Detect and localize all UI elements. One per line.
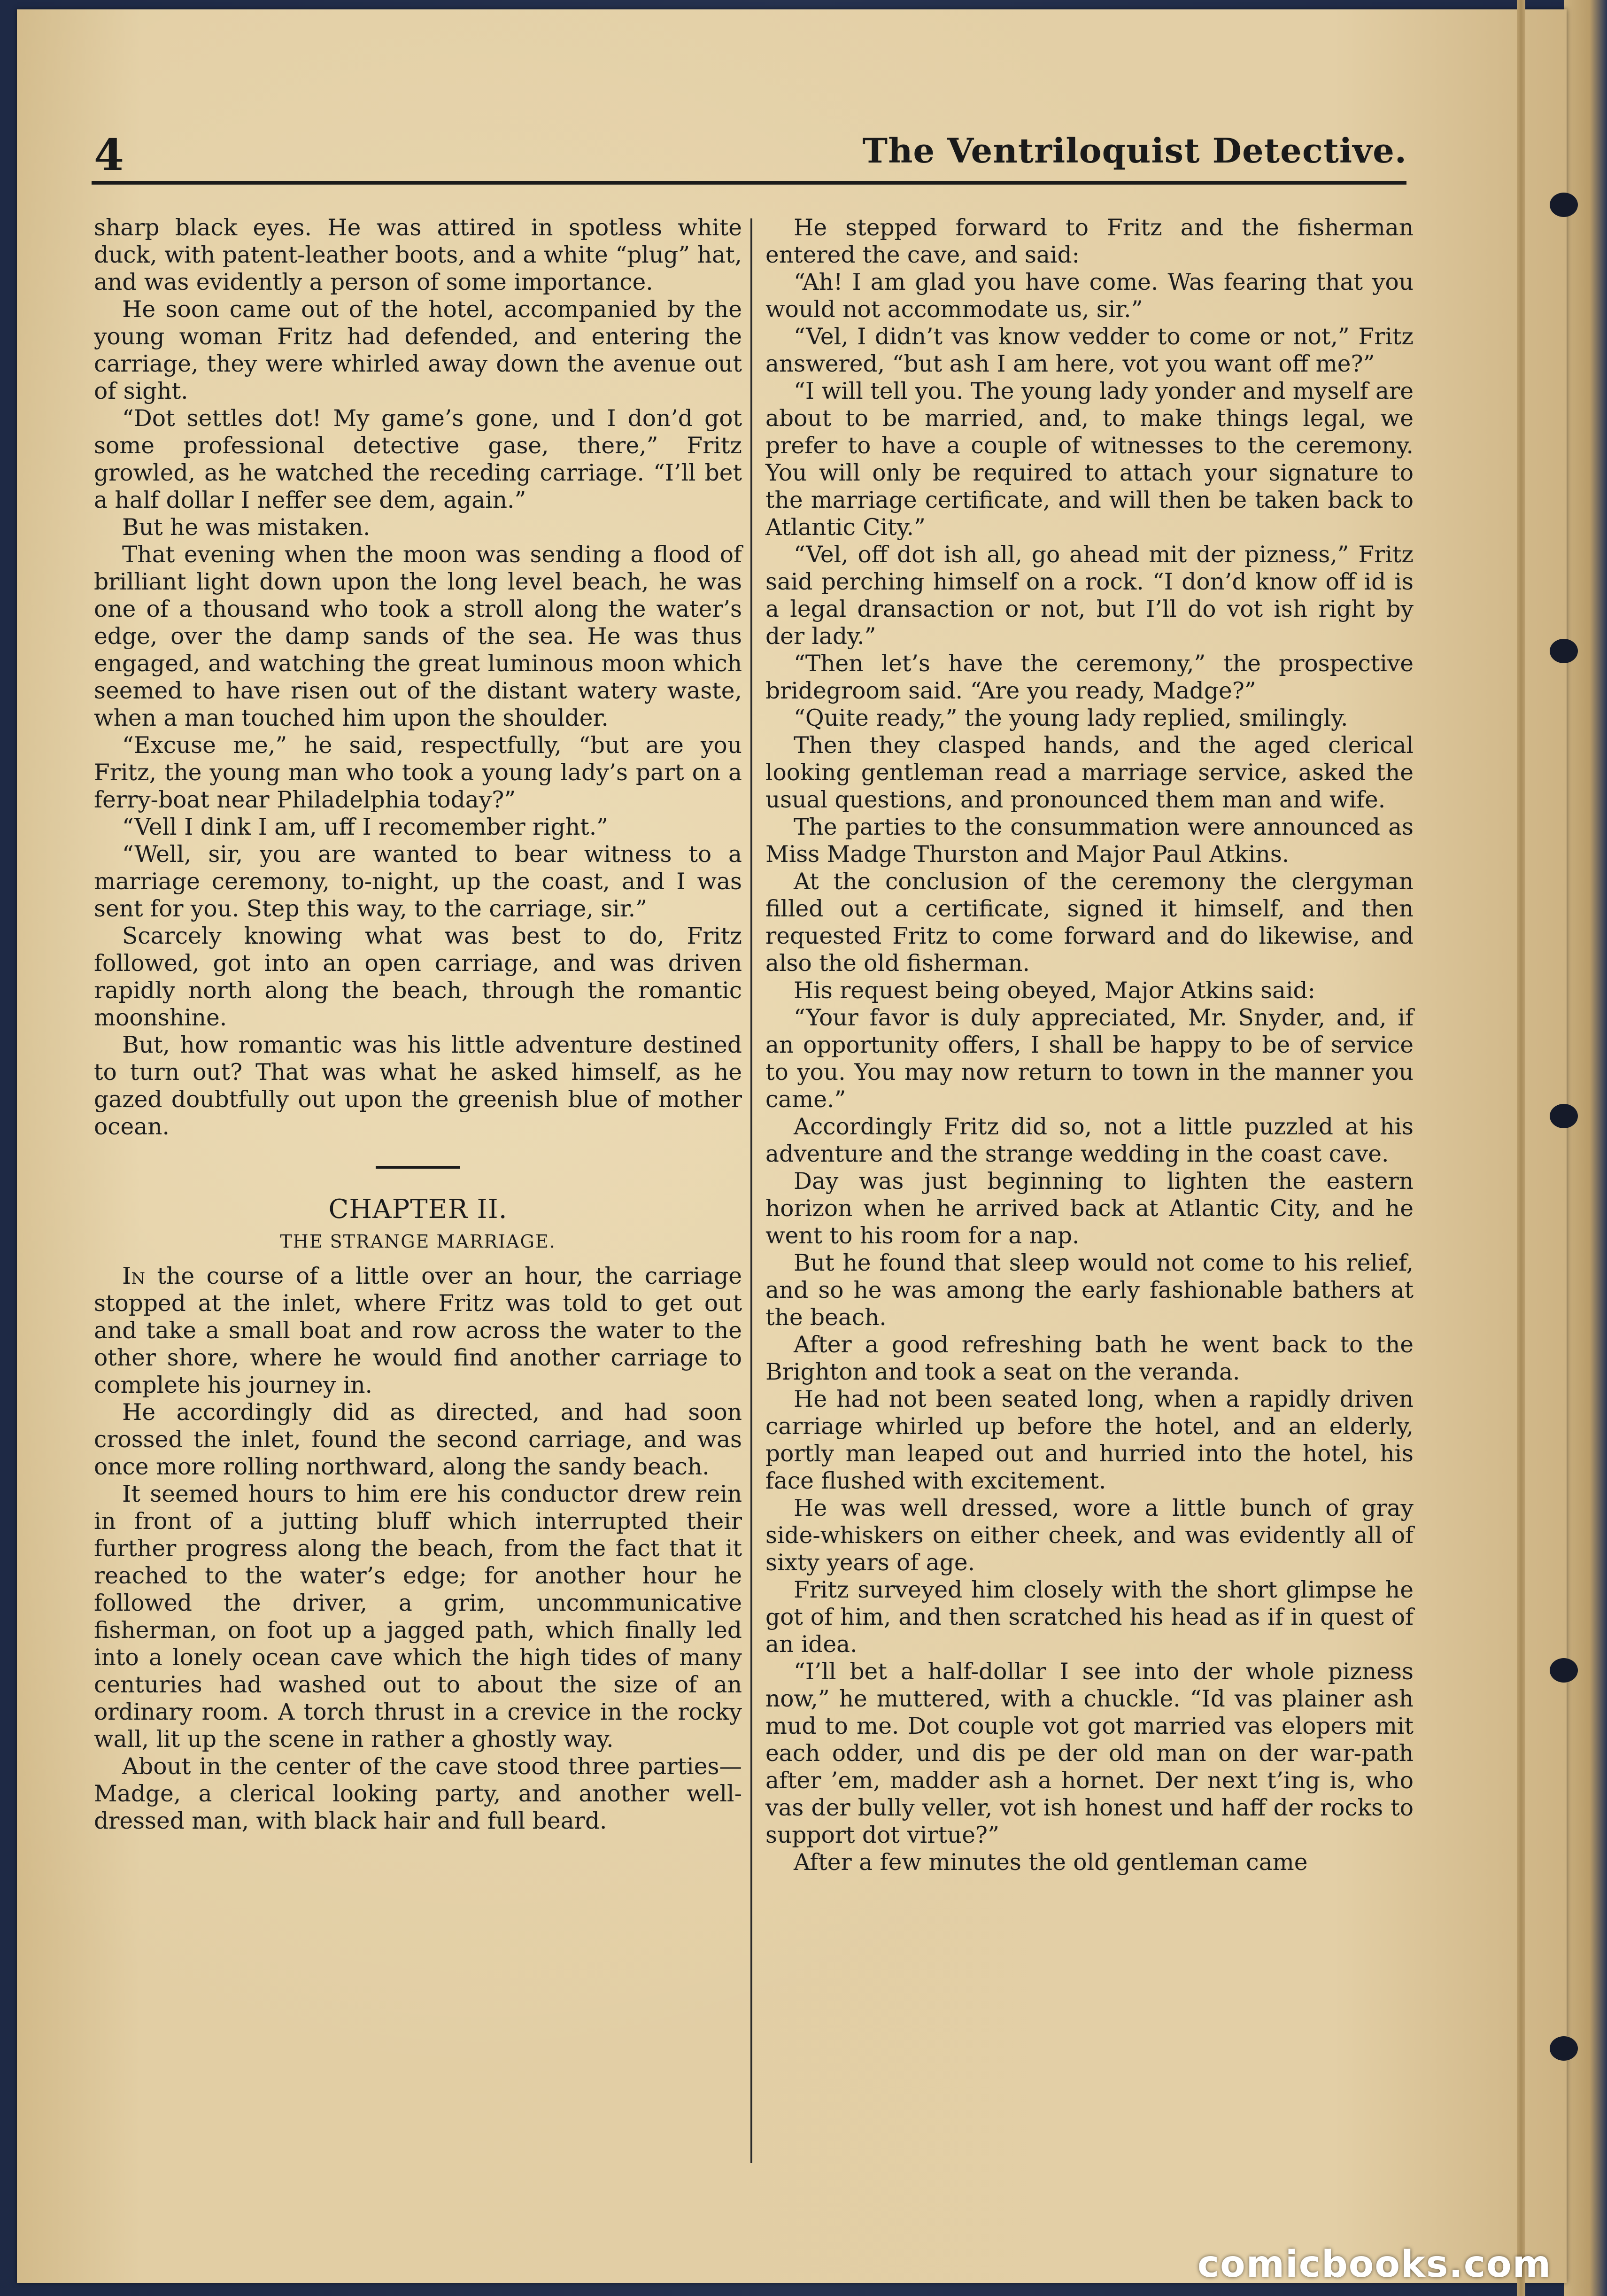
paragraph: He had not been seated long, when a rapidly driven carriage whirled up before the hotel, and an elderly, portly man leaped out and hurried into the hotel, his face flushed with excitement. (765, 1386, 1414, 1494)
paragraph: Scarcely knowing what was best to do, Fritz followed, got into an open carriage, and was driven rapidly north along the beach, through the romantic moonshine. (94, 923, 742, 1031)
paragraph: “Vel, I didn’t vas know vedder to come or not,” Fritz answered, “but ash I am here, vot you want off me?” (765, 324, 1414, 377)
paragraph: But, how romantic was his little adventure destined to turn out? That was what he asked himself, as he gazed doubtfully out upon the greenish blue of mother ocean. (94, 1032, 742, 1140)
paragraph: It seemed hours to him ere his conductor drew rein in front of a jutting bluff which interrupted their further progress along the beach, from the fact that it reached to the water’s edge; for another hour he followed the driver, a grim, uncommunicative fisherman, on foot up a jagged path, which finally led into a lonely ocean cave which the high tides of many centuries had washed out to about the size of an ordinary room. A torch thrust in a crevice in the rocky wall, lit up the scene in rather a ghostly way. (94, 1481, 742, 1753)
paragraph: “I will tell you. The young lady yonder and myself are about to be married, and, to make things legal, we prefer to have a couple of witnesses to the ceremony. You will only be required to attach your signature to the marriage certificate, and will then be taken back to Atlantic City.” (765, 378, 1414, 541)
paragraph: He soon came out of the hotel, accompanied by the young woman Fritz had defended, and entering the carriage, they were whirled away down the avenue out of sight. (94, 296, 742, 404)
chapter-separator (376, 1166, 460, 1169)
page-number: 4 (94, 130, 124, 180)
paragraph: “Vel, off dot ish all, go ahead mit der pizness,” Fritz said perching himself on a rock. “I don’d know off id is a legal dransaction or not, but I’ll do vot ish right by der lady.” (765, 542, 1414, 650)
right-column (765, 214, 1414, 1876)
page-header (83, 117, 1407, 183)
adjacent-page-edge (1564, 0, 1607, 2296)
paragraph: “Excuse me,” he said, respectfully, “but are you Fritz, the young man who took a young lady’s part on a ferry-boat near Philadelphia today?” (94, 732, 742, 813)
paragraph: That evening when the moon was sending a flood of brilliant light down upon the long level beach, he was one of a thousand who took a stroll along the water’s edge, over the damp sands of the sea. He was thus engaged, and watching the great luminous moon which seemed to have risen out of the distant watery waste, when a man touched him upon the shoulder. (94, 542, 742, 731)
paragraph: “Quite ready,” the young lady replied, smilingly. (794, 705, 1348, 731)
chapter-opening-paragraph (94, 1263, 742, 1399)
paragraph: “Ah! I am glad you have come. Was fearing that you would not accommodate us, sir.” (765, 269, 1414, 323)
paragraph: He stepped forward to Fritz and the fisherman entered the cave, and said: (765, 215, 1414, 268)
paragraph: “I’ll bet a half-dollar I see into der whole pizness now,” he muttered, with a chuckle. “Id vas plainer ash mud to me. Dot couple vot got married vas elopers mit each odder, und dis pe der old man on der war-path after ’em, madder ash a hornet. Der next t’ing is, who vas der bully veller, vot ish honest und haff der rocks to support dot virtue?” (765, 1659, 1414, 1848)
binding-hole (1550, 1104, 1578, 1128)
paragraph: At the conclusion of the ceremony the clergyman filled out a certificate, signed it himself, and then requested Fritz to come forward and do likewise, and also the old fisherman. (765, 869, 1414, 977)
chapter-opening-text: the course of a little over an hour, the carriage stopped at the inlet, where Fritz was told to get out and take a small boat and row across the water to the other shore, where he would find another carriage to complete his journey in. (94, 1263, 742, 1398)
paragraph: Day was just beginning to lighten the eastern horizon when he arrived back at Atlantic City, and he went to his room for a nap. (765, 1168, 1414, 1249)
paragraph: Fritz surveyed him closely with the short glimpse he got of him, and then scratched his head as if in quest of an idea. (765, 1577, 1414, 1658)
binding-hole (1550, 1658, 1578, 1683)
chapter-subtitle: THE STRANGE MARRIAGE. (280, 1231, 556, 1252)
paragraph: After a good refreshing bath he went back to the Brighton and took a seat on the veranda. (765, 1332, 1414, 1385)
paragraph: After a few minutes the old gentleman came (794, 1849, 1308, 1876)
paragraph: But he was mistaken. (122, 514, 371, 541)
paragraph: “Vell I dink I am, uff I recomember right.” (122, 814, 608, 840)
paragraph: Accordingly Fritz did so, not a little puzzled at his adventure and the strange wedding in the coast cave. (765, 1114, 1414, 1167)
paragraph: sharp black eyes. He was attired in spotless white duck, with patent-leather boots, and a white “plug” hat, and was evidently a person of some importance. (94, 215, 742, 295)
binding-hole (1550, 193, 1578, 217)
site-watermark: comicbooks.com (1197, 2243, 1552, 2286)
paragraph: He was well dressed, wore a little bunch of gray side-whiskers on either cheek, and was evidently all of sixty years of age. (765, 1495, 1414, 1576)
column-divider (750, 218, 752, 2163)
chapter-dropcap: In (122, 1263, 145, 1289)
page-spine (1517, 0, 1525, 2296)
paragraph: “Well, sir, you are wanted to bear witness to a marriage ceremony, to-night, up the coast, and I was sent for you. Step this way, to the carriage, sir.” (94, 841, 742, 922)
paragraph: He accordingly did as directed, and had soon crossed the inlet, found the second carriage, and was once more rolling northward, along the sandy beach. (94, 1399, 742, 1480)
paragraph: “Dot settles dot! My game’s gone, und I don’d got some professional detective gase, there,” Fritz growled, as he watched the receding carriage. “I’ll bet a half dollar I neffer see dem, again.” (94, 405, 742, 513)
left-column (94, 214, 742, 1835)
paragraph: “Your favor is duly appreciated, Mr. Snyder, and, if an opportunity offers, I shall be happy to be of service to you. You may now return to town in the manner you came.” (765, 1005, 1414, 1113)
paragraph: Then they clasped hands, and the aged clerical looking gentleman read a marriage service, asked the usual questions, and pronounced them man and wife. (765, 732, 1414, 813)
running-title: The Ventriloquist Detective. (862, 131, 1407, 171)
paragraph: About in the center of the cave stood three parties—Madge, a clerical looking party, and another well-dressed man, with black hair and full beard. (94, 1753, 742, 1834)
binding-hole (1550, 639, 1578, 663)
paragraph: His request being obeyed, Major Atkins said: (794, 977, 1316, 1004)
paragraph: The parties to the consummation were announced as Miss Madge Thurston and Major Paul Atkins. (765, 814, 1414, 868)
chapter-title: CHAPTER II. (328, 1194, 508, 1225)
binding-hole (1550, 2036, 1578, 2061)
paragraph: But he found that sleep would not come to his relief, and so he was among the early fashionable bathers at the beach. (765, 1250, 1414, 1331)
header-rule (92, 181, 1406, 185)
paragraph: “Then let’s have the ceremony,” the prospective bridegroom said. “Are you ready, Madge?” (765, 651, 1414, 704)
